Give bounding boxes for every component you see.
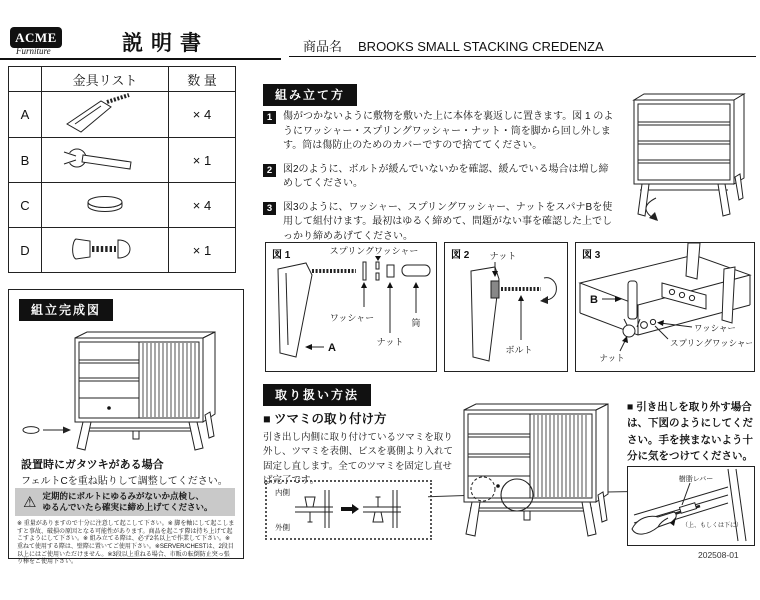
step-number: 3 bbox=[263, 202, 276, 215]
product-label: 商品名 bbox=[303, 39, 343, 54]
assembly-section-title: 組み立て方 bbox=[263, 84, 357, 106]
table-header-row bbox=[9, 67, 236, 92]
step-text: 図2のように、ボルトが緩んでいないかを確認、緩んでいる場合は増し締めしてください。 bbox=[283, 163, 609, 189]
fig1-spring-washer-label: スプリングワッシャー bbox=[329, 246, 419, 256]
part-id: B bbox=[9, 138, 42, 183]
product-name-line bbox=[303, 36, 604, 55]
fig3-spring-washer-label: スプリングワッシャー bbox=[670, 338, 752, 348]
part-id: D bbox=[9, 228, 42, 273]
header-rule-left bbox=[0, 58, 281, 60]
felt-pad-icon bbox=[65, 190, 145, 218]
completed-assembly-section bbox=[8, 289, 244, 566]
step-number: 1 bbox=[263, 111, 276, 124]
assembly-step-1 bbox=[263, 110, 617, 154]
drawer-removal-diagram bbox=[628, 467, 752, 543]
step-text: 傷がつかないように敷物を敷いた上に本体を裏返しに置きます。図 1 のようにワッシャー・スプリングワッシャー・ナット・筒を脚から回し外します。筒は傷防止のためのカバーですので捨ててください。 bbox=[283, 111, 614, 151]
figure-2-diagram bbox=[445, 243, 565, 369]
warning-line1: 定期的にボルトにゆるみがないか点検し、 bbox=[42, 490, 204, 501]
figure-2 bbox=[444, 242, 568, 372]
knob-attach-heading: ■ ツマミの取り付け方 bbox=[263, 412, 387, 426]
assembly-step-2 bbox=[263, 163, 617, 192]
acme-logo: ACME bbox=[10, 27, 62, 48]
figure-1-label: 図 1 bbox=[272, 250, 291, 261]
figure-1-diagram bbox=[266, 243, 434, 369]
knob-diagram-box bbox=[265, 480, 432, 540]
warning-icon: ⚠ bbox=[23, 493, 37, 511]
fig1-washer-label: ワッシャー bbox=[329, 313, 375, 323]
periodic-check-warning bbox=[15, 488, 235, 516]
wobble-note-text: フェルトCを重ね貼りして調整してください。 bbox=[21, 476, 228, 487]
fine-print: ※ 重量がありますので十分に注意して起こして下さい。※ 脚を軸にして起こしますと事故、破損の原因となる可能性があります。商品を起こす際は持ち上げて起こすようにして下さい。※ 組み立てる際は、必ず2名以上で作業して下さい。※重ねて使用する際は、壁際に置いてご使用下さい。※SERVER/CHESTは、2段目以上にはご使用いただけません。※3段以上重ねる場合、市販の転倒防止突っ張り棒をご使用下さい。 bbox=[17, 521, 235, 566]
step-text: 図3のように、ワッシャー、スプリングワッシャー、ナットをスパナBを使用して組付けます。最初はゆるく締めて、問題がない事を確認した上でしっかり締めあげてください。 bbox=[283, 201, 613, 242]
figure-1 bbox=[265, 242, 437, 372]
acme-logo-sub: Furniture bbox=[16, 46, 51, 56]
spanner-icon bbox=[55, 143, 155, 175]
cabinet-flip-illustration bbox=[622, 86, 756, 230]
part-id: A bbox=[9, 92, 42, 138]
document-code: 202508-01 bbox=[698, 550, 739, 560]
completed-assembly-title: 組立完成図 bbox=[19, 299, 113, 321]
wobble-note-title: 設置時にガタツキがある場合 bbox=[21, 459, 164, 471]
assembly-step-3 bbox=[263, 201, 617, 245]
assembly-steps bbox=[263, 110, 617, 253]
figure-3-diagram bbox=[576, 243, 752, 369]
leg-icon bbox=[55, 92, 155, 134]
figure-3 bbox=[575, 242, 755, 372]
fig2-bolt-label: ボルト bbox=[505, 345, 533, 355]
figure-3-label: 図 3 bbox=[582, 250, 601, 261]
knob-screw-icon bbox=[60, 232, 150, 266]
header-rule-right bbox=[289, 56, 756, 57]
part-qty: × 4 bbox=[169, 92, 236, 138]
table-row bbox=[9, 138, 236, 183]
part-id: C bbox=[9, 183, 42, 228]
knob-attach-text: 引き出し内側に取り付けているツマミを取り外し、ツマミを表側、ビスを裏側より入れて固定し直します。全てのツマミを固定し直せば完了です。 bbox=[263, 432, 454, 486]
part-qty: × 1 bbox=[169, 228, 236, 273]
direction-note: （上、もしくは下に） bbox=[681, 523, 743, 529]
fig3-spanner-b-label: B bbox=[590, 294, 598, 306]
credenza-completed-illustration bbox=[13, 322, 239, 454]
outside-label: 外側 bbox=[275, 523, 290, 532]
inside-label: 内側 bbox=[275, 488, 290, 497]
credenza-knob-illustration bbox=[448, 396, 623, 564]
fig1-nut-label: ナット bbox=[376, 337, 404, 347]
table-row bbox=[9, 183, 236, 228]
fig3-washer-label: ワッシャー bbox=[694, 323, 736, 333]
warning-line2: ゆるんでいたら確実に締め上げてください。 bbox=[42, 502, 213, 512]
part-qty: × 1 bbox=[169, 138, 236, 183]
figure-2-label: 図 2 bbox=[451, 250, 470, 261]
figure-row bbox=[265, 242, 755, 372]
fig2-nut-label: ナット bbox=[489, 251, 517, 261]
handling-section-title: 取り扱い方法 bbox=[263, 384, 371, 406]
knob-diagram bbox=[267, 482, 426, 534]
part-qty: × 4 bbox=[169, 183, 236, 228]
fig1-tube-label: 筒 bbox=[411, 318, 421, 328]
table-row bbox=[9, 228, 236, 273]
step-number: 2 bbox=[263, 164, 276, 177]
hardware-list-table bbox=[8, 66, 236, 273]
product-name: BROOKS SMALL STACKING CREDENZA bbox=[358, 39, 604, 54]
col-quantity: 数 量 bbox=[169, 67, 236, 92]
fig3-nut-label: ナット bbox=[599, 353, 625, 363]
page-title: 説明書 bbox=[122, 32, 209, 55]
table-row bbox=[9, 92, 236, 138]
fig1-part-a-label: A bbox=[328, 342, 336, 354]
resin-lever-label: 樹脂レバー bbox=[678, 476, 714, 483]
col-hardware-list: 金具リスト bbox=[42, 67, 169, 92]
drawer-removal-box bbox=[627, 466, 755, 546]
drawer-removal-note: ■ 引き出しを取り外す場合は、下図のようにしてください。手を挟まないよう十分に気をつけてください。 bbox=[627, 401, 753, 462]
